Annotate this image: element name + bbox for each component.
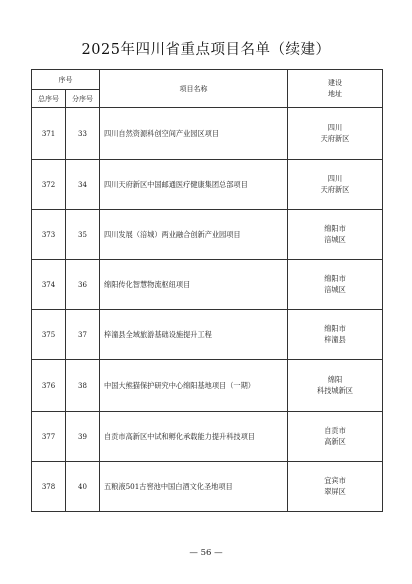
cell-sub-no: 37 — [66, 310, 100, 360]
header-region-line2: 地址 — [328, 89, 342, 98]
cell-region — [288, 160, 383, 210]
cell-sub-no: 39 — [66, 412, 100, 462]
cell-region — [288, 360, 383, 412]
table-row — [32, 160, 383, 210]
cell-sub-no: 36 — [66, 260, 100, 310]
region-line: 绵阳市 — [324, 274, 346, 284]
header-region — [288, 70, 383, 108]
cell-total-no: 373 — [32, 210, 66, 260]
region-line: 梓潼县 — [324, 334, 346, 344]
table-row — [32, 310, 383, 360]
region-line: 四川 — [327, 123, 343, 133]
region-line: 高新区 — [324, 436, 346, 446]
cell-project-name: 中国大熊猫保护研究中心绵阳基地项目（一期） — [100, 360, 288, 412]
region-line: 绵阳市 — [324, 224, 346, 234]
region-line: 涪城区 — [324, 284, 346, 294]
region-line: 四川 — [327, 174, 343, 184]
cell-region — [288, 210, 383, 260]
region-line: 翠屏区 — [324, 486, 346, 496]
table-row — [32, 360, 383, 412]
cell-region — [288, 260, 383, 310]
region-line: 天府新区 — [320, 184, 350, 194]
header-sub-no: 分序号 — [66, 90, 100, 108]
cell-sub-no: 35 — [66, 210, 100, 260]
header-total-no: 总序号 — [32, 90, 66, 108]
header-region-line1: 建设 — [328, 79, 342, 88]
cell-sub-no: 38 — [66, 360, 100, 412]
cell-sub-no: 40 — [66, 462, 100, 512]
header-seq-group: 序号 — [32, 70, 100, 90]
region-line: 科技城新区 — [317, 385, 353, 395]
table-row — [32, 108, 383, 160]
cell-region — [288, 412, 383, 462]
cell-region — [288, 462, 383, 512]
page-title: 2025年四川省重点项目名单（续建） — [81, 42, 331, 58]
cell-region — [288, 108, 383, 160]
cell-total-no: 371 — [32, 108, 66, 160]
page-number: — 56 — — [189, 548, 223, 558]
project-table — [31, 69, 383, 512]
cell-sub-no: 34 — [66, 160, 100, 210]
cell-total-no: 372 — [32, 160, 66, 210]
region-line: 绵阳 — [327, 375, 343, 385]
cell-project-name: 绵阳传化智慧物流枢纽项目 — [100, 260, 288, 310]
region-line: 涪城区 — [324, 234, 346, 244]
cell-total-no: 374 — [32, 260, 66, 310]
cell-project-name: 自贡市高新区中试和孵化承载能力提升科技项目 — [100, 412, 288, 462]
cell-total-no: 378 — [32, 462, 66, 512]
cell-project-name: 梓潼县全域旅游基础设施提升工程 — [100, 310, 288, 360]
cell-total-no: 375 — [32, 310, 66, 360]
region-line: 自贡市 — [324, 426, 346, 436]
cell-project-name: 四川天府新区中国邮通医疗健康集团总部项目 — [100, 160, 288, 210]
region-line: 宜宾市 — [324, 476, 346, 486]
cell-project-name: 四川自然资源科创空间产业园区项目 — [100, 108, 288, 160]
region-line: 绵阳市 — [324, 324, 346, 334]
table-row — [32, 412, 383, 462]
table-row — [32, 462, 383, 512]
table-row — [32, 210, 383, 260]
header-project-name: 项目名称 — [100, 70, 288, 108]
region-line: 天府新区 — [320, 133, 350, 143]
cell-sub-no: 33 — [66, 108, 100, 160]
cell-project-name: 五粮液501古窖池中国白酒文化圣地项目 — [100, 462, 288, 512]
cell-total-no: 376 — [32, 360, 66, 412]
table-row — [32, 260, 383, 310]
cell-region — [288, 310, 383, 360]
cell-total-no: 377 — [32, 412, 66, 462]
cell-project-name: 四川发展（涪城）两业融合创新产业园项目 — [100, 210, 288, 260]
